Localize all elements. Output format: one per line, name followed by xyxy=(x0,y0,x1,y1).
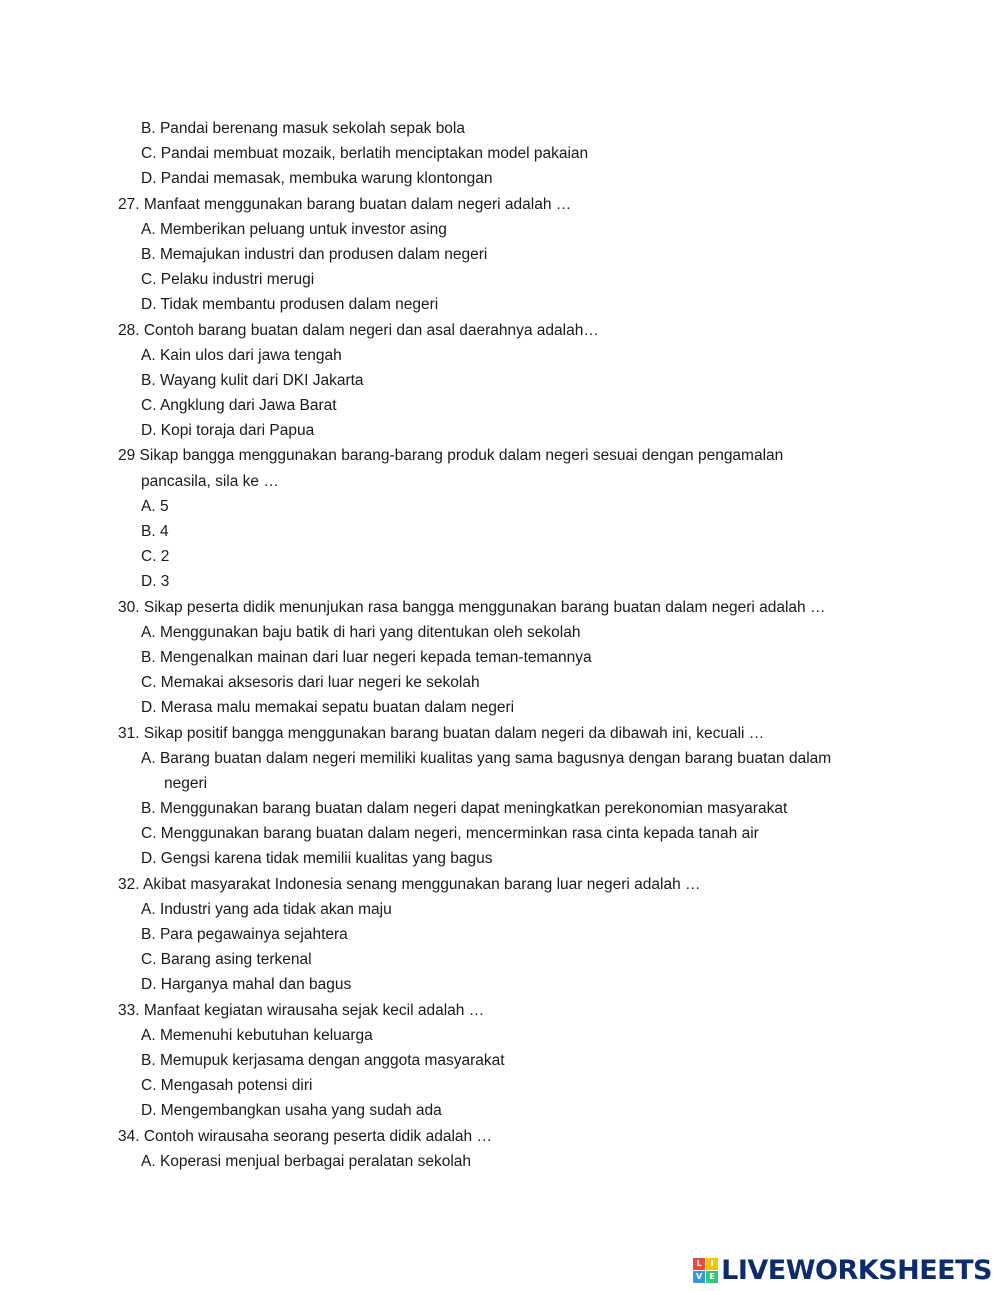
question-text: 29 Sikap bangga menggunakan barang-barang produk dalam negeri sesuai dengan pengamalan xyxy=(118,447,784,465)
answer-option: A. Barang buatan dalam negeri memiliki kualitas yang sama bagusnya dengan barang buatan dalam xyxy=(141,749,832,767)
question-text: 33. Manfaat kegiatan wirausaha sejak kecil adalah … xyxy=(118,1001,485,1019)
logo-tiles-icon xyxy=(693,1258,718,1283)
brand-name: LIVEWORKSHEETS xyxy=(721,1254,992,1286)
answer-option: D. Tidak membantu produsen dalam negeri xyxy=(141,296,439,314)
answer-option: B. Mengenalkan mainan dari luar negeri kepada teman-temannya xyxy=(141,648,592,666)
answer-option: A. Menggunakan baju batik di hari yang ditentukan oleh sekolah xyxy=(141,623,581,641)
answer-option: B. Memajukan industri dan produsen dalam negeri xyxy=(141,245,488,263)
answer-option: A. Industri yang ada tidak akan maju xyxy=(141,900,392,918)
answer-option: C. Memakai aksesoris dari luar negeri ke sekolah xyxy=(141,674,480,692)
answer-option: A. Koperasi menjual berbagai peralatan sekolah xyxy=(141,1152,472,1170)
question-text: 27. Manfaat menggunakan barang buatan dalam negeri adalah … xyxy=(118,195,572,213)
question-text: 28. Contoh barang buatan dalam negeri dan asal daerahnya adalah… xyxy=(118,321,599,339)
answer-option: D. Pandai memasak, membuka warung klontongan xyxy=(141,170,493,188)
answer-option: D. Kopi toraja dari Papua xyxy=(141,422,315,440)
question-text: 34. Contoh wirausaha seorang peserta didik adalah … xyxy=(118,1127,492,1145)
logo-tile: L xyxy=(693,1258,705,1270)
answer-option: B. Para pegawainya sejahtera xyxy=(141,926,348,943)
answer-option: D. Merasa malu memakai sepatu buatan dalam negeri xyxy=(141,699,515,717)
question-text-continued: pancasila, sila ke … xyxy=(141,472,279,490)
answer-option: C. Pelaku industri merugi xyxy=(141,271,315,289)
question-text: 32. Akibat masyarakat Indonesia senang menggunakan barang luar negeri adalah … xyxy=(118,875,701,893)
answer-option: D. 3 xyxy=(141,573,170,591)
answer-option: B. Pandai berenang masuk sekolah sepak bola xyxy=(141,120,465,137)
answer-option: D. Gengsi karena tidak memilii kualitas yang bagus xyxy=(141,850,493,868)
answer-option: B. Memupuk kerjasama dengan anggota masyarakat xyxy=(141,1051,505,1069)
answer-option: D. Mengembangkan usaha yang sudah ada xyxy=(141,1102,442,1120)
answer-option: C. 2 xyxy=(141,548,170,566)
answer-option: A. 5 xyxy=(141,497,169,515)
answer-option: C. Angklung dari Jawa Barat xyxy=(141,397,337,415)
answer-option: D. Harganya mahal dan bagus xyxy=(141,976,352,994)
logo-tile: I xyxy=(706,1258,718,1270)
answer-option: A. Memberikan peluang untuk investor asing xyxy=(141,220,447,238)
answer-option: C. Pandai membuat mozaik, berlatih menciptakan model pakaian xyxy=(141,145,589,163)
question-text: 30. Sikap peserta didik menunjukan rasa bangga menggunakan barang buatan dalam negeri adalah … xyxy=(118,598,826,616)
logo-tile: E xyxy=(706,1271,718,1283)
worksheet-page xyxy=(0,116,1000,1174)
answer-option: A. Memenuhi kebutuhan keluarga xyxy=(141,1026,373,1044)
answer-option-continued: negeri xyxy=(164,774,208,792)
answer-option: C. Barang asing terkenal xyxy=(141,951,312,969)
answer-option: C. Menggunakan barang buatan dalam negeri, mencerminkan rasa cinta kepada tanah air xyxy=(141,825,759,843)
answer-option: B. 4 xyxy=(141,523,169,540)
answer-option: B. Menggunakan barang buatan dalam negeri dapat meningkatkan perekonomian masyarakat xyxy=(141,800,788,818)
question-text: 31. Sikap positif bangga menggunakan barang buatan dalam negeri da dibawah ini, kecuali … xyxy=(118,724,765,742)
answer-option: C. Mengasah potensi diri xyxy=(141,1077,313,1095)
answer-option: B. Wayang kulit dari DKI Jakarta xyxy=(141,371,364,389)
liveworksheets-logo[interactable] xyxy=(693,1253,992,1287)
logo-tile: V xyxy=(693,1271,705,1283)
answer-option: A. Kain ulos dari jawa tengah xyxy=(141,346,342,364)
